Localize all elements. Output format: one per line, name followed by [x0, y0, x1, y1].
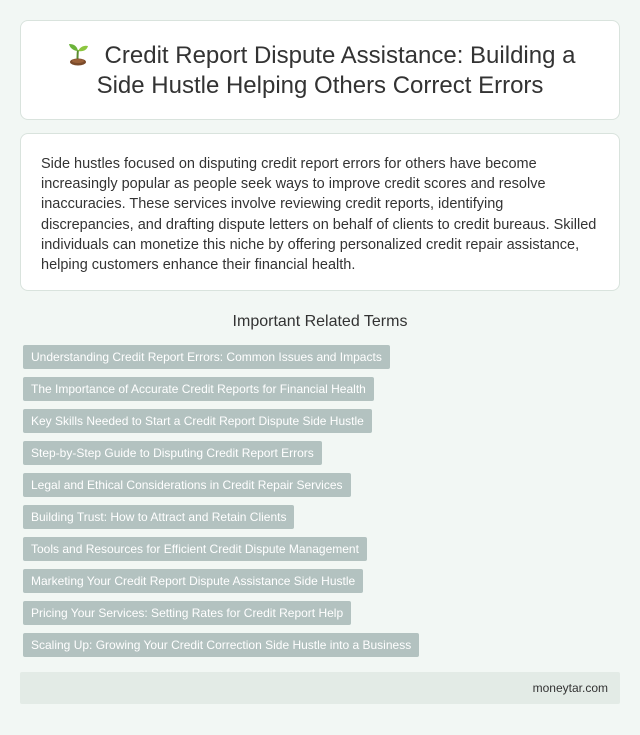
related-term-link[interactable]: Legal and Ethical Considerations in Credit Repair Services [23, 473, 351, 497]
related-term-link[interactable]: Tools and Resources for Efficient Credit Dispute Management [23, 537, 367, 561]
title-card [20, 20, 620, 120]
related-term-link[interactable]: Scaling Up: Growing Your Credit Correction Side Hustle into a Business [23, 633, 419, 657]
related-term-link[interactable]: Understanding Credit Report Errors: Common Issues and Impacts [23, 345, 390, 369]
intro-paragraph: Side hustles focused on disputing credit report errors for others have become increasingly popular as people seek ways to improve credit scores and resolve inaccuracies. These services involve reviewing credit reports, identifying discrepancies, and drafting dispute letters on behalf of clients to credit bureaus. Skilled individuals can monetize this niche by offering personalized credit repair assistance, helping customers enhance their financial health. [41, 156, 597, 274]
related-term-link[interactable]: Marketing Your Credit Report Dispute Assistance Side Hustle [23, 569, 363, 593]
sprout-icon [65, 40, 91, 66]
related-terms-list [23, 345, 623, 665]
related-term-link[interactable]: Key Skills Needed to Start a Credit Report Dispute Side Hustle [23, 409, 372, 433]
page-title [51, 40, 589, 101]
intro-card [20, 133, 620, 291]
footer-bar [20, 672, 620, 704]
related-term-link[interactable]: The Importance of Accurate Credit Reports for Financial Health [23, 377, 374, 401]
related-term-link[interactable]: Step-by-Step Guide to Disputing Credit Report Errors [23, 441, 322, 465]
related-term-link[interactable]: Pricing Your Services: Setting Rates for Credit Report Help [23, 601, 351, 625]
related-term-link[interactable]: Building Trust: How to Attract and Retain Clients [23, 505, 294, 529]
footer-source-text: moneytar.com [532, 681, 608, 695]
page-title-text: Credit Report Dispute Assistance: Building a Side Hustle Helping Others Correct Errors [96, 41, 576, 99]
related-terms-heading: Important Related Terms [232, 313, 408, 330]
